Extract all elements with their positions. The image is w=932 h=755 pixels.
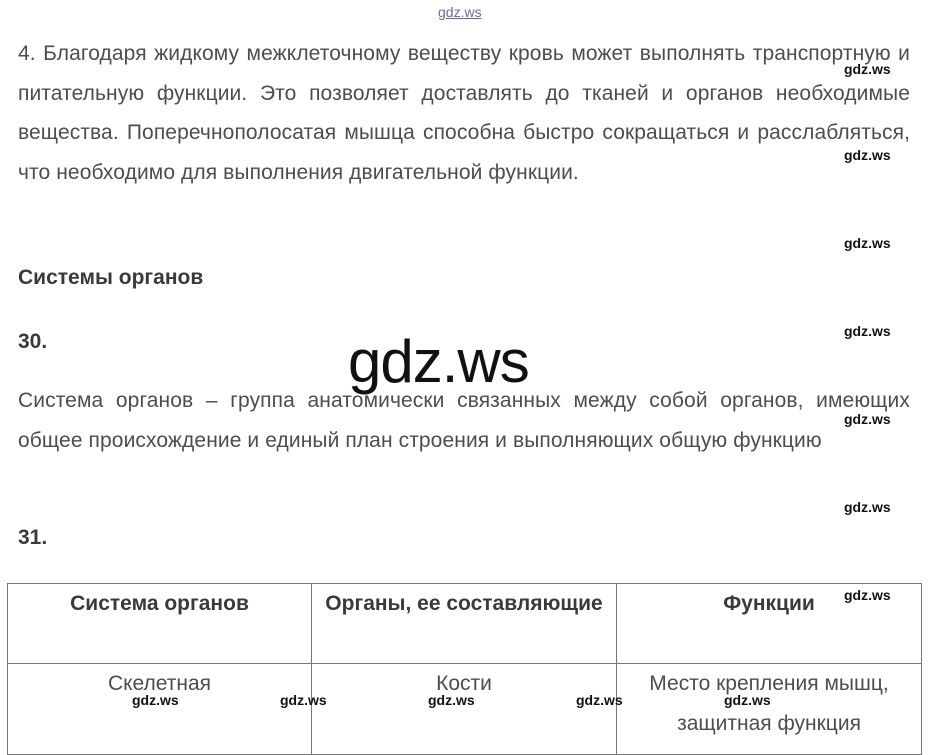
watermark-small: gdz.ws [428, 692, 475, 708]
section-title: Системы органов [18, 266, 204, 289]
watermark-small: gdz.ws [844, 235, 891, 251]
table-row [8, 664, 922, 755]
watermark-small: gdz.ws [844, 587, 891, 603]
table-cell-system: Скелетная [8, 664, 312, 755]
watermark-small: gdz.ws [724, 692, 771, 708]
table-header-system: Система органов [8, 584, 312, 664]
table-header-organs: Органы, ее составляющие [312, 584, 617, 664]
watermark-small: gdz.ws [280, 692, 327, 708]
question-31-number: 31. [18, 526, 48, 549]
organ-systems-table [7, 583, 922, 755]
question-30-number: 30. [18, 330, 48, 353]
watermark-small: gdz.ws [576, 692, 623, 708]
question-30-answer: Система органов – группа анатомически связанных между собой органов, имеющих общее происхождение и единый план строения и выполняющих общую функцию [18, 389, 910, 452]
watermark-small: gdz.ws [844, 61, 891, 77]
watermark-small: gdz.ws [844, 499, 891, 515]
table-cell-organs: Кости [312, 664, 617, 755]
watermark-top[interactable]: gdz.ws [438, 4, 482, 20]
watermark-small: gdz.ws [132, 692, 179, 708]
paragraph-answer-4: 4. Благодаря жидкому межклеточному веществу кровь может выполнять транспортную и питательную функции. Это позволяет доставлять до тканей и органов необходимые вещества. Поперечнополосатая мышца способна быстро сокращаться и расслабляться, что необходимо для выполнения двигательной функции. [18, 42, 910, 184]
watermark-small: gdz.ws [844, 323, 891, 339]
table-header-functions: Функции [617, 584, 922, 664]
watermark-large: gdz.ws [348, 328, 529, 395]
table-cell-functions: Место крепления мышц, защитная функция [617, 664, 922, 755]
watermark-small: gdz.ws [844, 147, 891, 163]
table-header-row [8, 584, 922, 664]
watermark-small: gdz.ws [844, 411, 891, 427]
